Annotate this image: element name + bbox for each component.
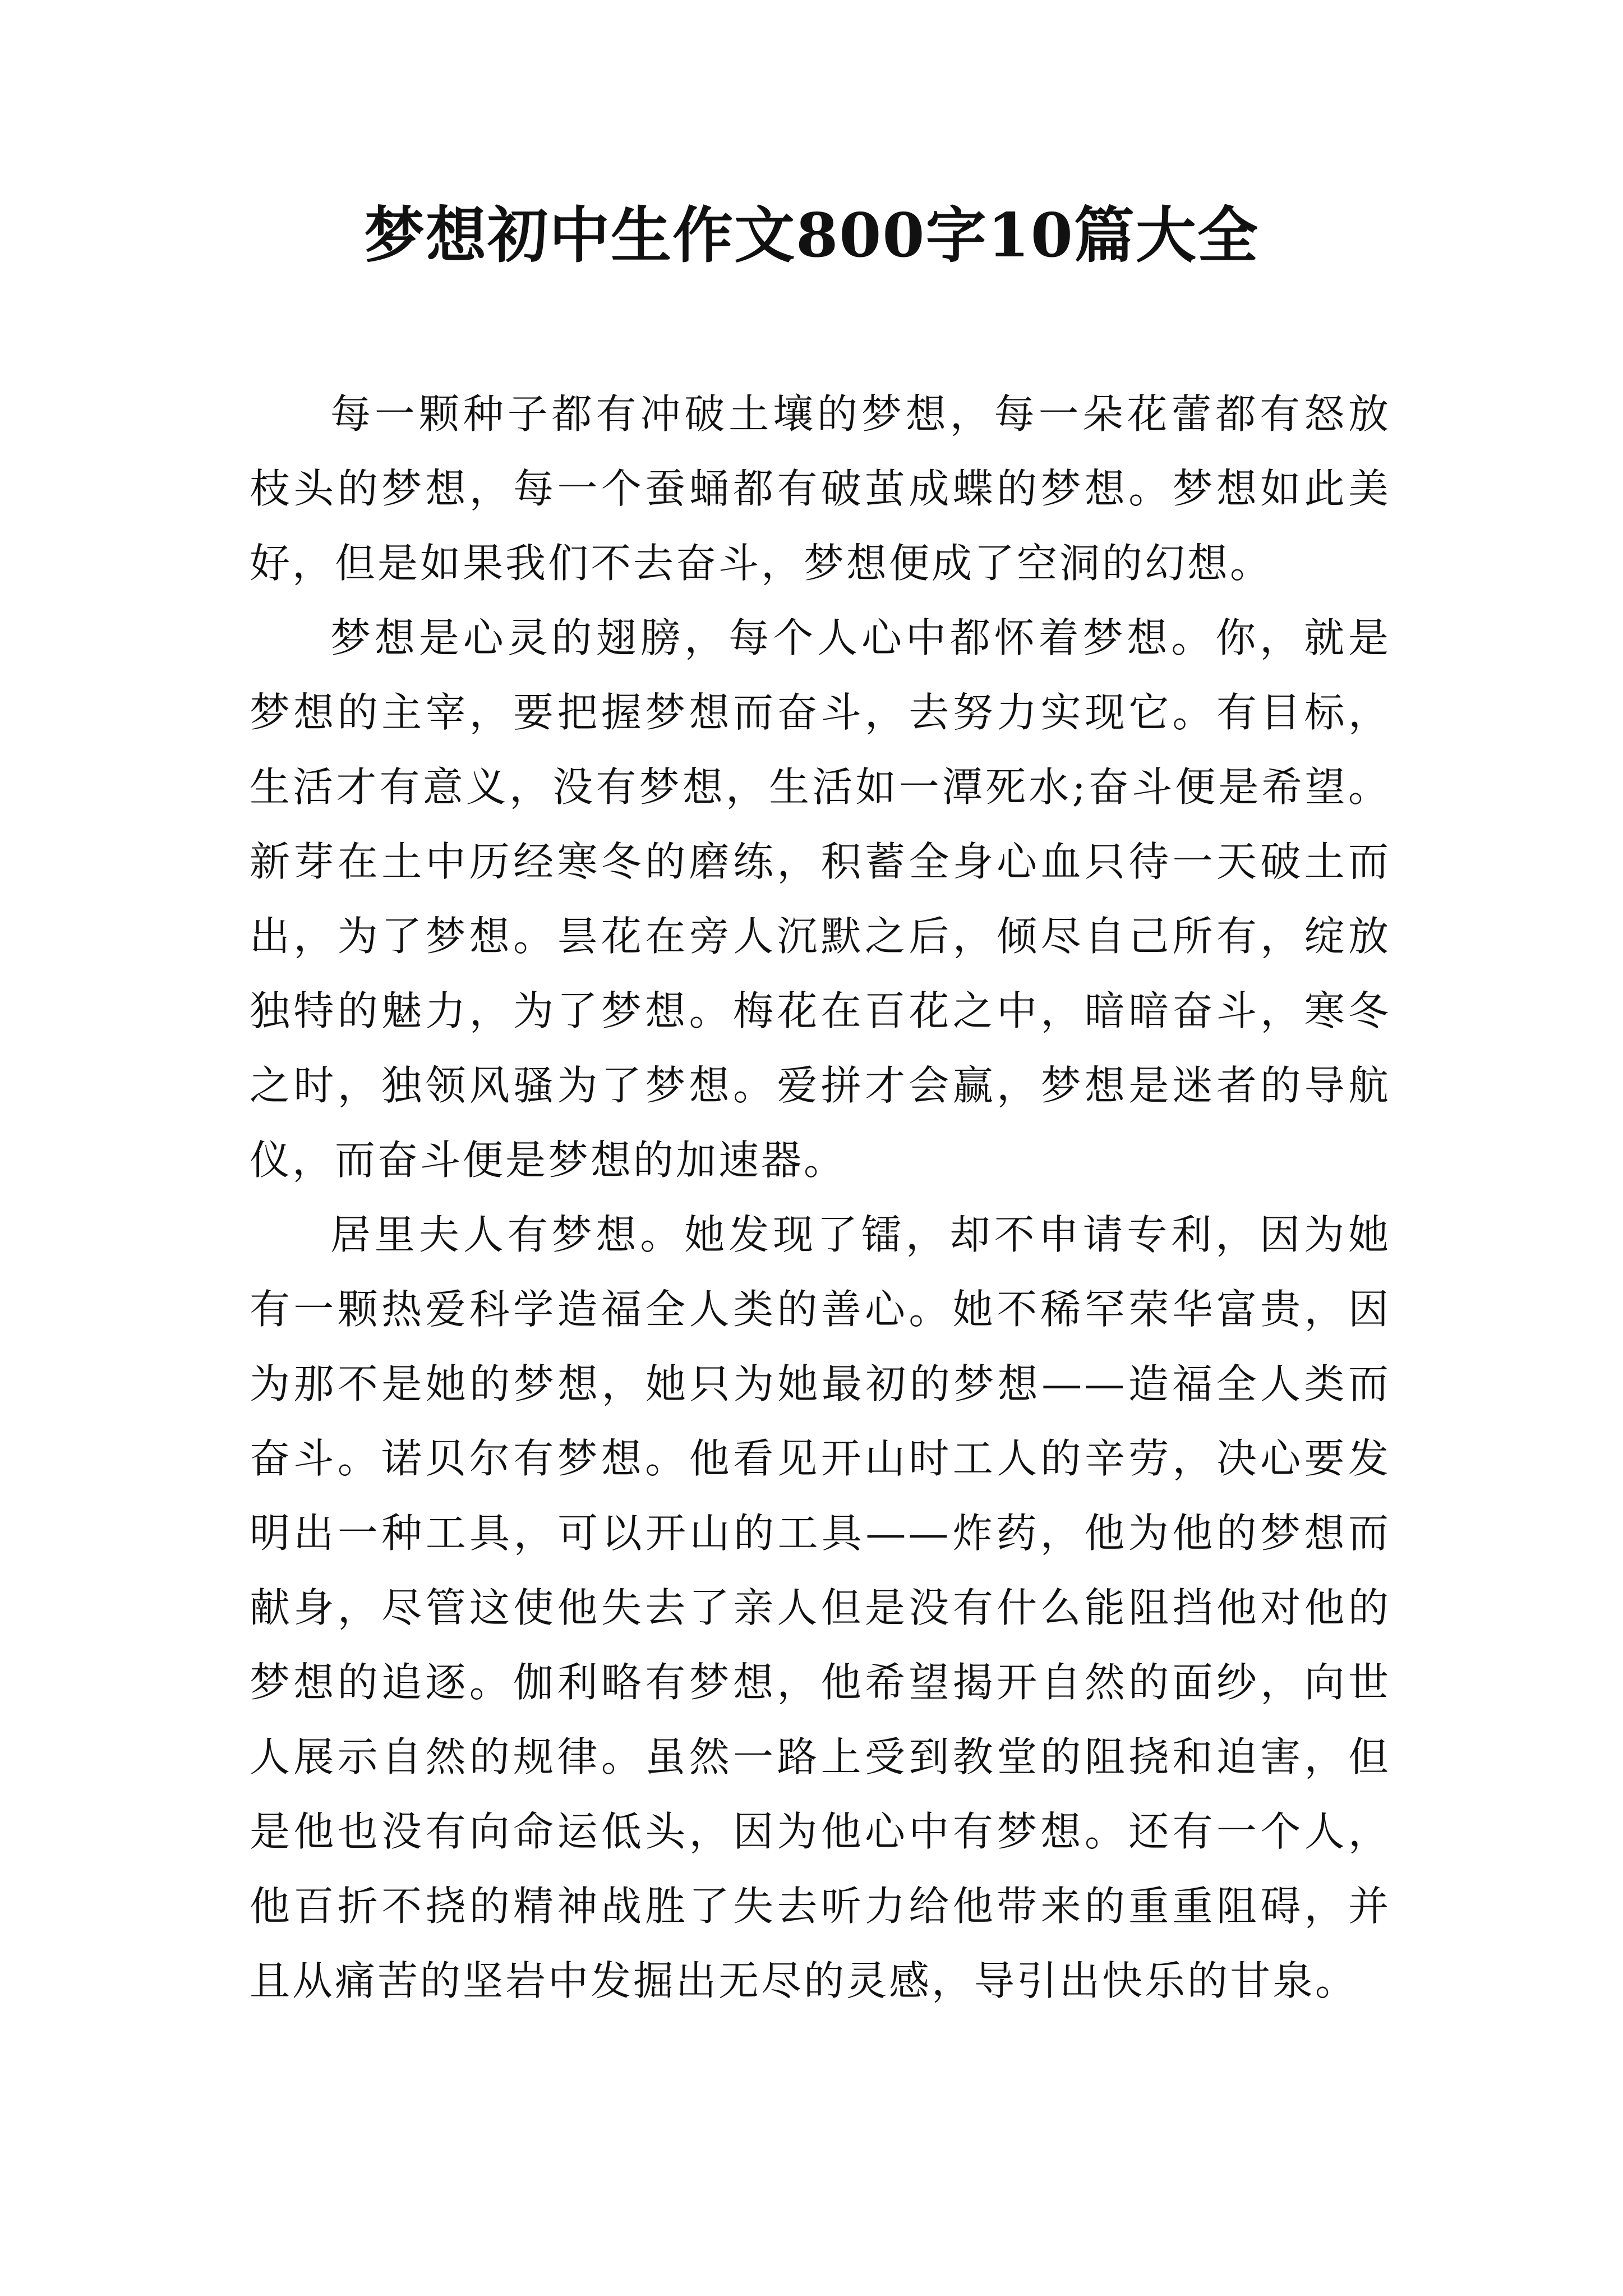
paragraph-3: 居里夫人有梦想。她发现了镭，却不申请专利，因为她有一颗热爱科学造福全人类的善心。她不稀罕荣华富贵，因为那不是她的梦想，她只为她最初的梦想——造福全人类而奋斗。诺贝尔有梦想。他看见开山时工人的辛劳，决心要发明出一种工具，可以开山的工具——炸药，他为他的梦想而献身，尽管这使他失去了亲人但是没有什么能阻挡他对他的梦想的追逐。伽利略有梦想，他希望揭开自然的面纱，向世人展示自然的规律。虽然一路上受到教堂的阻挠和迫害，但是他也没有向命运低头，因为他心中有梦想。还有一个人，他百折不挠的精神战胜了失去听力给他带来的重重阻碍，并且从痛苦的坚岩中发掘出无尽的灵感，导引出快乐的甘泉。 — [250, 1211, 1391, 2004]
paragraph-1: 每一颗种子都有冲破土壤的梦想，每一朵花蕾都有怒放枝头的梦想，每一个蚕蛹都有破茧成蝶的梦想。梦想如此美好，但是如果我们不去奋斗，梦想便成了空洞的幻想。 — [250, 390, 1391, 587]
document-body — [250, 377, 1391, 2018]
paragraph-2: 梦想是心灵的翅膀，每个人心中都怀着梦想。你，就是梦想的主宰，要把握梦想而奋斗，去努力实现它。有目标，生活才有意义，没有梦想，生活如一潭死水;奋斗便是希望。新芽在土中历经寒冬的磨练，积蓄全身心血只待一天破土而出，为了梦想。昙花在旁人沉默之后，倾尽自己所有，绽放独特的魅力，为了梦想。梅花在百花之中，暗暗奋斗，寒冬之时，独领风骚为了梦想。爱拼才会赢，梦想是迷者的导航仪，而奋斗便是梦想的加速器。 — [250, 614, 1391, 1184]
document-title: 梦想初中生作文800字10篇大全 — [364, 200, 1259, 271]
